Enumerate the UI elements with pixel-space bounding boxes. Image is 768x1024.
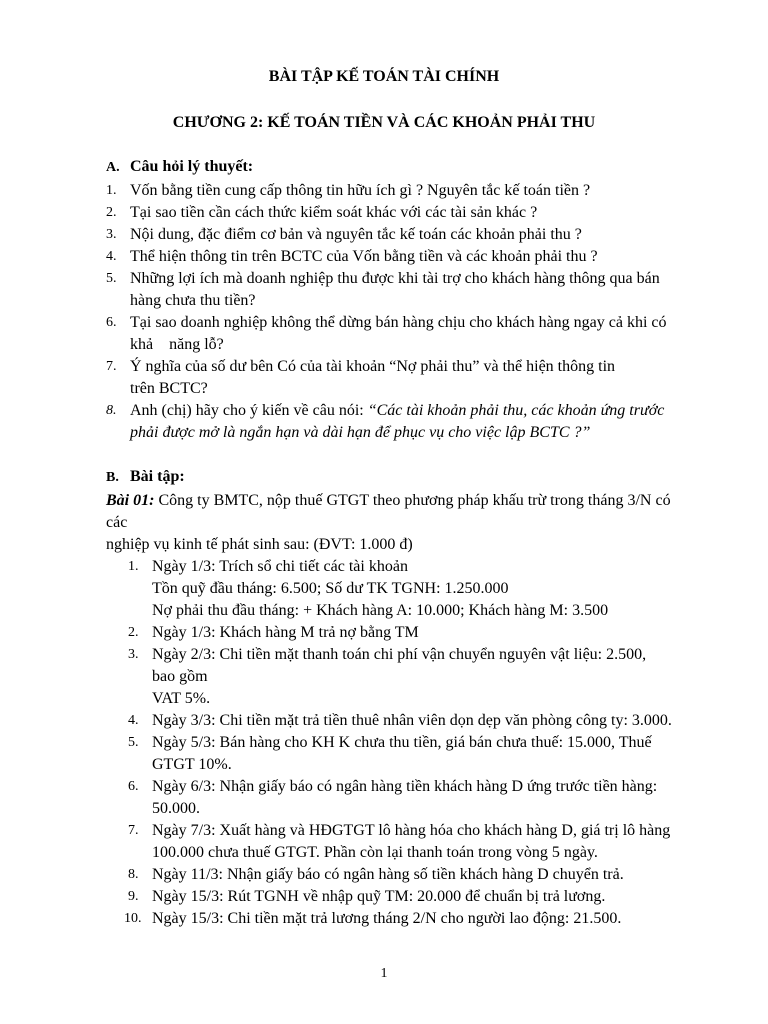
question-text: Tại sao doanh nghiệp không thể dừng bán hàng chịu cho khách hàng ngay cả khi có khả năng lỗ? [130,314,671,353]
transaction-number: 9. [128,889,139,904]
question-item [106,400,686,444]
transaction-line: Ngày 15/3: Chi tiền mặt trả lương tháng 2/N cho người lao động: 21.500. [152,910,622,927]
transaction-line: VAT 5%. [152,690,211,707]
exercise-intro-text: Công ty BMTC, nộp thuế GTGT theo phương pháp khấu trừ trong tháng 3/N có các [106,492,671,531]
transaction-number: 10. [124,911,142,926]
transaction-number: 7. [128,823,139,838]
transaction-item [128,556,686,622]
exercise-intro-line-1 [106,490,686,534]
transaction-line: Tồn quỹ đầu tháng: 6.500; Số dư TK TGNH: 1.250.000 [152,580,509,597]
transaction-number: 2. [128,625,139,640]
question-number: 1. [106,183,117,198]
question-item [106,246,686,268]
question-number: 5. [106,271,117,286]
section-b-title: Bài tập: [130,468,185,485]
question-number: 7. [106,359,117,374]
question-number: 8. [106,403,117,418]
section-b-letter: B. [106,470,119,485]
transaction-item [128,710,686,732]
section-b-heading [106,468,185,486]
transaction-line: Ngày 7/3: Xuất hàng và HĐGTGT lô hàng hóa cho khách hàng D, giá trị lô hàng [152,822,671,839]
question-text: Nội dung, đặc điểm cơ bản và nguyên tắc kế toán các khoản phải thu ? [130,226,582,243]
question-lead: Anh (chị) hãy cho ý kiến về câu nói: [130,402,368,419]
transaction-item [128,886,686,908]
question-text: Những lợi ích mà doanh nghiệp thu được khi tài trợ cho khách hàng thông qua bán hàng chưa thu tiền? [130,270,660,309]
exercise-intro-line-2: nghiệp vụ kinh tế phát sinh sau: (ĐVT: 1.000 đ) [106,536,413,553]
transaction-number: 3. [128,647,139,662]
transaction-number: 6. [128,779,139,794]
section-a-title: Câu hỏi lý thuyết: [130,158,254,175]
transaction-line: Ngày 3/3: Chi tiền mặt trả tiền thuê nhân viên dọn dẹp văn phòng công ty: 3.000. [152,712,672,729]
transaction-item [128,622,686,644]
exercise-label: Bài 01: [106,492,155,509]
transaction-item [128,820,686,864]
question-item [106,356,686,400]
theory-question-list [106,180,686,444]
chapter-title: CHƯƠNG 2: KẾ TOÁN TIỀN VÀ CÁC KHOẢN PHẢI THU [172,114,596,131]
question-text [130,400,686,444]
section-a-letter: A. [106,160,120,175]
section-a-heading [106,158,253,176]
exercise-intro [106,490,686,556]
transaction-line: Ngày 1/3: Khách hàng M trả nợ bằng TM [152,624,419,641]
document-title: BÀI TẬP KẾ TOÁN TÀI CHÍNH [268,68,500,85]
question-number: 3. [106,227,117,242]
page-number: 1 [380,966,388,981]
transaction-line: Nợ phải thu đầu tháng: + Khách hàng A: 10.000; Khách hàng M: 3.500 [152,602,609,619]
question-quote: “Các tài khoản phải thu, các khoản ứng trước phải được mở là ngắn hạn và dài hạn để phục vụ cho việc lập BCTC ?” [130,402,665,441]
question-number: 2. [106,205,117,220]
transaction-line: Ngày 11/3: Nhận giấy báo có ngân hàng số tiền khách hàng D chuyển trả. [152,866,624,883]
transaction-number: 4. [128,713,139,728]
transaction-number: 1. [128,559,139,574]
transaction-item [128,776,686,820]
question-item [106,268,686,312]
question-item [106,224,686,246]
transaction-item [124,908,686,930]
question-text: Vốn bằng tiền cung cấp thông tin hữu ích gì ? Nguyên tắc kế toán tiền ? [130,182,591,199]
transaction-line: 100.000 chưa thuế GTGT. Phần còn lại thanh toán trong vòng 5 ngày. [152,844,598,861]
transaction-list [124,556,686,930]
transaction-line: Ngày 15/3: Rút TGNH về nhập quỹ TM: 20.000 để chuẩn bị trả lương. [152,888,606,905]
transaction-number: 8. [128,867,139,882]
question-number: 4. [106,249,117,264]
question-text: Thể hiện thông tin trên BCTC của Vốn bằng tiền và các khoản phải thu ? [130,248,598,265]
question-item [106,312,686,356]
question-text: Ý nghĩa của số dư bên Có của tài khoản “Nợ phải thu” và thể hiện thông tin trên BCTC? [130,358,616,397]
transaction-item [128,732,686,776]
question-item [106,202,686,224]
transaction-item [128,864,686,886]
question-item [106,180,686,202]
question-text: Tại sao tiền cần cách thức kiểm soát khác với các tài sản khác ? [130,204,538,221]
question-number: 6. [106,315,117,330]
transaction-item [128,644,686,710]
transaction-line: Ngày 1/3: Trích sổ chi tiết các tài khoản [152,558,408,575]
transaction-number: 5. [128,735,139,750]
transaction-line: Ngày 2/3: Chi tiền mặt thanh toán chi phí vận chuyển nguyên vật liệu: 2.500, bao gồm [152,646,647,685]
transaction-line: Ngày 6/3: Nhận giấy báo có ngân hàng tiền khách hàng D ứng trước tiền hàng: 50.000. [152,778,658,817]
transaction-line: Ngày 5/3: Bán hàng cho KH K chưa thu tiền, giá bán chưa thuế: 15.000, Thuế GTGT 10%. [152,734,652,773]
